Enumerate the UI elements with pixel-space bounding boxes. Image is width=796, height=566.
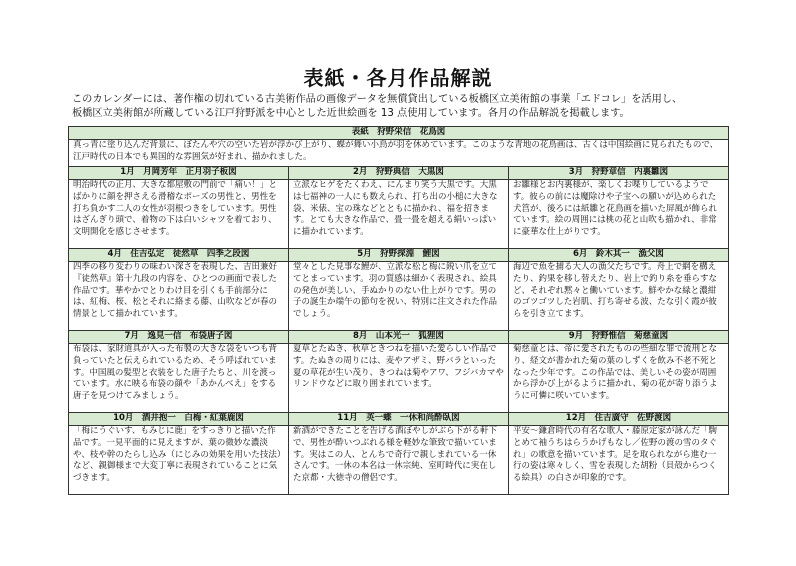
cover-description: 真っ青に塗り込んだ背景に、ぼたんや穴の空いた岩が浮かび上がり、蝶が舞い小鳥が羽を休めています。このような青地の花鳥画は、古くは中国絵画に見られたもので、江戸時代の日本でも異国的な雰囲気が好まれ、描かれました。: [69, 140, 729, 167]
intro-text: [72, 93, 732, 121]
month-description-10: 「梅にうぐいす、もみじに鹿」をすっきりと描いた作品です。一見平面的に見えますが、葉の微妙な濃淡や、枝や幹のたらし込み（にじみの効果を用いた技法）など、親御様まで大変丁寧に表現されていることに気づきます。: [69, 426, 289, 495]
month-description-9: 菊慈童とは、帝に愛されたものの些細な罪で流刑となり、経文が書かれた菊の葉のしずくを飲み不老不死となった少年です。この作品では、美しいその姿が周囲から浮かび上がるように描かれ、菊の花が寄り添うように可憐に咲いています。: [508, 344, 728, 413]
month-header-10: 10月 酒井抱一 白梅・紅葉鹿図: [69, 413, 289, 426]
month-description-1: 明治時代の正月、大きな都屋敷の門前で「痛い！」とばかりに顔を押さえる滑稽なポーズの男性と、男性を打ち負かす二人の女性が羽根つきをしています。男性はざんぎり頭で、着物の下は白いシャツを着ており、文明開化を感じさせます。: [69, 180, 289, 249]
month-header-3: 3月 狩野章信 内裏雛図: [508, 167, 728, 180]
month-description-7: 布袋は、家財道具が入った布製の大きな袋をいつも背負っていたと伝えられているため、そう呼ばれています。中国風の髪型と衣装をした唐子たちと、川を渡っています。水に映る布袋の顔や「あかんべえ」をする唐子を見つけてみましょう。: [69, 344, 289, 413]
month-description-11: 新酒ができたことを告げる酒ぼやしがぶら下がる軒下で、男性が酔いつぶれる様を軽妙な筆致で描いています。実はこの人、とんちで奇行で親しまれている一休さんです。一休の本名は一休宗純、室町時代に実在した京都・大徳寺の僧侶です。: [288, 426, 508, 495]
cover-header: 表紙 狩野栄信 花鳥図: [69, 127, 729, 140]
month-header-5: 5月 狩野探淵 鯉図: [288, 249, 508, 262]
month-header-1: 1月 月岡芳年 正月羽子板図: [69, 167, 289, 180]
month-header-12: 12月 住吉廣守 佐野渡図: [508, 413, 728, 426]
page-title: 表紙・各月作品解説: [303, 66, 493, 90]
month-description-6: 海辺で魚を捕る大人の漁父たちです。舟上で網を構えたり、釣果を移し替えたり、岩上で釣り糸を垂らすなど、それぞれ黙々と働いています。鮮やかな緑と濃紺のゴツゴツした岩肌、打ち寄せる波、たな引く霞が彼らを引き立てます。: [508, 262, 728, 331]
month-header-2: 2月 狩野典信 大黒図: [288, 167, 508, 180]
artwork-table: [68, 126, 729, 495]
month-description-2: 立派なヒゲをたくわえ、にんまり笑う大黒です。大黒は七福神の一人にも数えられ、打ち出の小槌に大きな袋、米俵、宝の珠などとともに描かれ、福を招きます。とても大きな作品で、畳一畳を超える絹いっぱいに描かれています。: [288, 180, 508, 249]
month-description-4: 四季の移り変わりの味わい深さを表現した、吉田兼好『徒然草』第十九段の内容を、ひとつの画面で表した作品です。華やかでとりわけ目を引くも手前部分には、紅梅、桜、松とそれに絡まる藤、山吹などが春の情景として描かれています。: [69, 262, 289, 331]
month-header-11: 11月 英一蝶 一休和尚酔臥図: [288, 413, 508, 426]
month-header-4: 4月 住吉弘定 徒然草 四季之段図: [69, 249, 289, 262]
month-header-8: 8月 山本光一 狐狸図: [288, 331, 508, 344]
month-header-9: 9月 狩野惟信 菊慈童図: [508, 331, 728, 344]
month-description-12: 平安～鎌倉時代の有名な歌人・藤原定家が詠んだ「駒とめて袖うちはらうかげもなし／佐野の渡の雪のタぐれ」の歌意を描いています。足を取られながら進む一行の姿は寒々しく、雪を表現した胡粉（貝殻からつくる絵具）の白さが印象的です。: [508, 426, 728, 495]
month-description-8: 夏草とたぬき、秋草ときつねを描いた愛らしい作品です。たぬきの周りには、麦やアザミ、野バラといった夏の草花が生い茂り、きつねは菊やアワ、フジバカマやリンドウなどに取り囲まれています。: [288, 344, 508, 413]
month-description-3: お雛様とお内裏様が、楽しくお喋りしているようです。彼らの前には魔除けや子宝への願いが込められた犬筥が、後ろには紙雛と花鳥画を描いた屏風が飾られています。絵の周囲には桃の花と山吹も描かれ、非常に豪華な仕上がりです。: [508, 180, 728, 249]
month-description-5: 堂々とした見事な鯉が、立派な松と梅に鋭い爪を立ててとまっています。羽の質感は細かく表現され、絵具の発色が美しい、手ぬかりのない仕上がりです。男の子の誕生か端午の節句を祝い、特別に注文された作品でしょう。: [288, 262, 508, 331]
intro-line: このカレンダーには、著作権の切れている古美術作品の画像データを無償貸出している板橋区立美術館の事業「エドコレ」を活用し、: [72, 94, 683, 105]
month-header-7: 7月 逸見一信 布袋唐子図: [69, 331, 289, 344]
intro-line: 板橋区立美術館が所蔵している江戸狩野派を中心とした近世絵画を 13 点使用しています。各月の作品解説を掲載します。: [72, 108, 630, 119]
month-header-6: 6月 鈴木其一 漁父図: [508, 249, 728, 262]
